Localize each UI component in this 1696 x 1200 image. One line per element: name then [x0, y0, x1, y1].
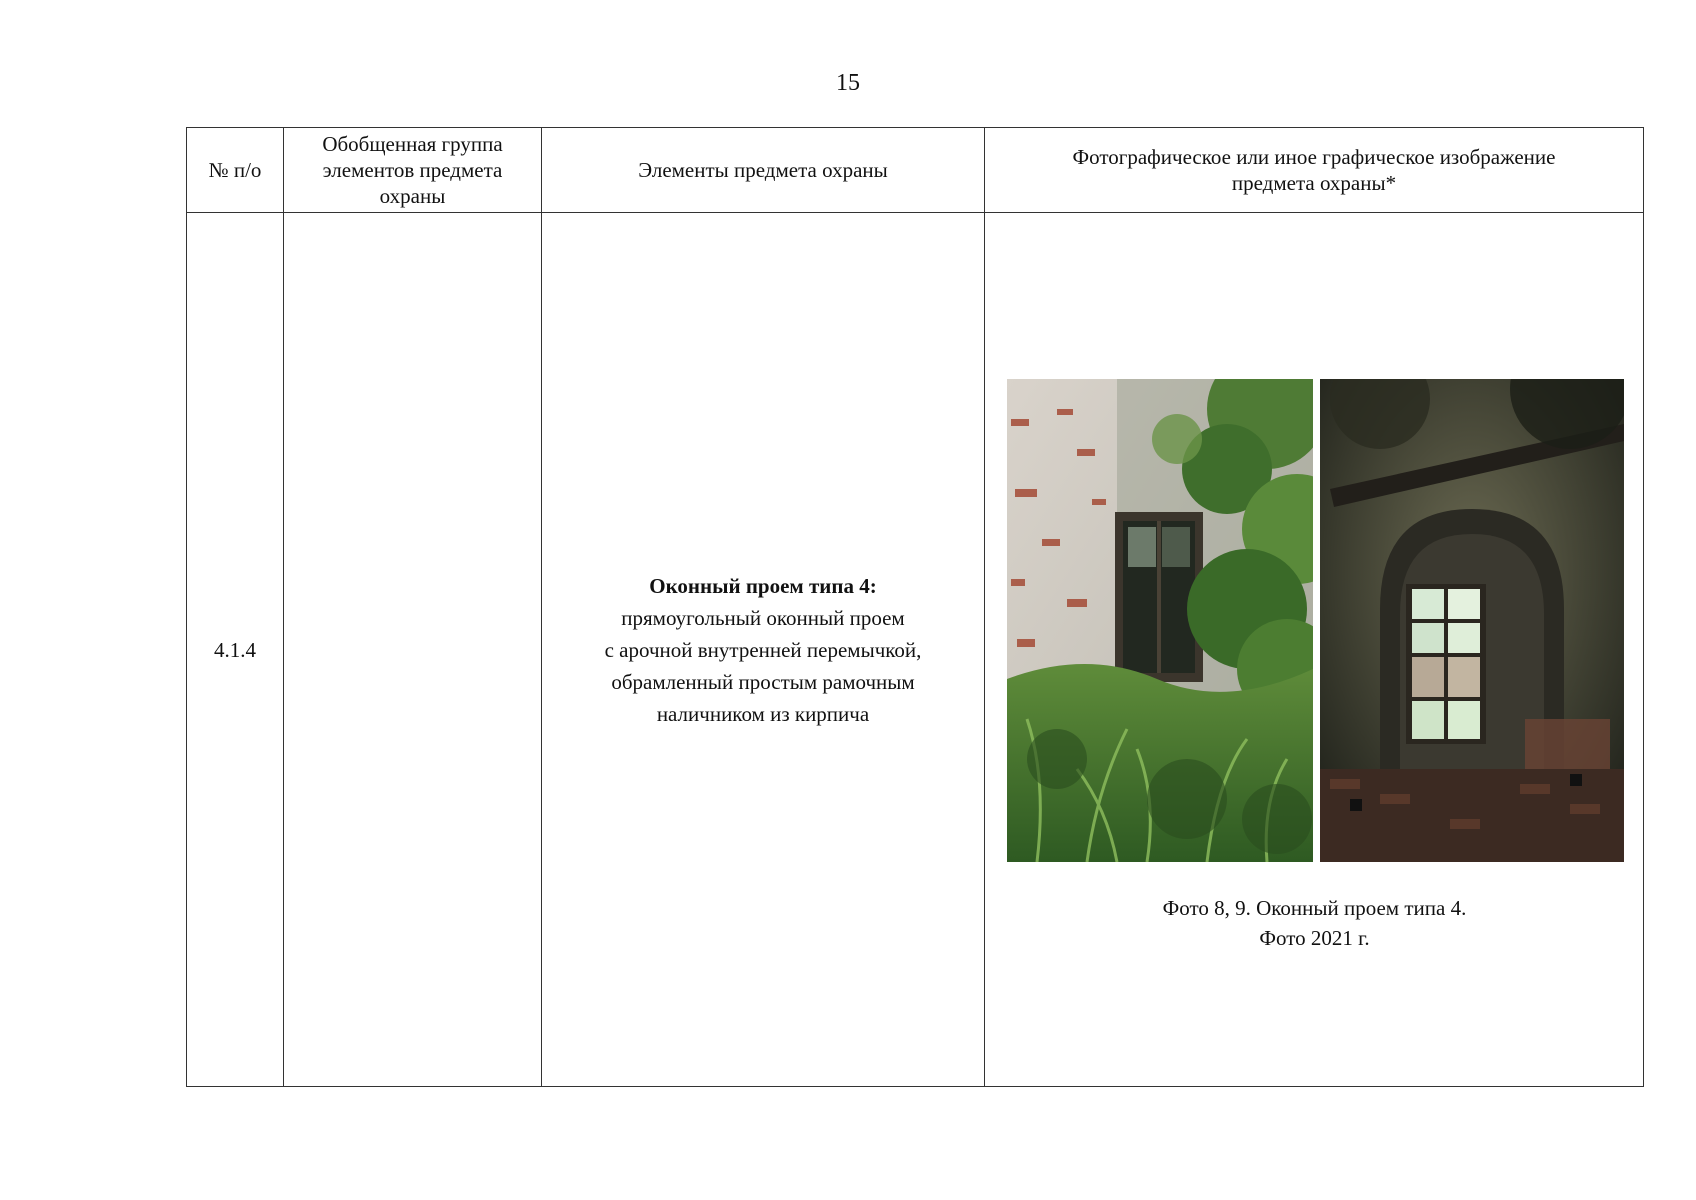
element-title: Оконный проем типа 4: — [649, 573, 877, 598]
table-row — [187, 213, 1644, 1087]
element-description-line: прямоугольный оконный проем — [621, 605, 905, 630]
element-description-line: с арочной внутренней перемычкой, — [604, 637, 922, 662]
header-group-line: охраны — [379, 184, 446, 208]
header-image-line: Фотографическое или иное графическое изображение — [1072, 145, 1556, 169]
header-group-line: элементов предмета — [322, 158, 503, 182]
photo-exterior-window — [1007, 379, 1313, 862]
element-description-line: обрамленный простым рамочным — [611, 669, 915, 694]
header-image-line: предмета охраны* — [1231, 171, 1397, 195]
photo-interior-window — [1320, 379, 1624, 862]
row-elements — [542, 213, 985, 1087]
header-num: № п/о — [187, 128, 284, 213]
header-group-line: Обобщенная группа — [322, 132, 503, 156]
page-number: 15 — [836, 70, 860, 96]
header-group — [284, 128, 542, 213]
caption-line: Фото 8, 9. Оконный проем типа 4. — [1162, 896, 1467, 920]
table-header-row — [187, 128, 1644, 213]
photo-pair — [1007, 379, 1624, 862]
photo-caption — [985, 893, 1644, 953]
row-image — [985, 213, 1644, 1087]
row-num: 4.1.4 — [187, 213, 284, 1087]
header-image — [985, 128, 1644, 213]
protection-elements-table — [186, 127, 1644, 1087]
caption-line: Фото 2021 г. — [1259, 926, 1370, 950]
header-elements: Элементы предмета охраны — [542, 128, 985, 213]
row-group — [284, 213, 542, 1087]
element-description-line: наличником из кирпича — [656, 701, 870, 726]
